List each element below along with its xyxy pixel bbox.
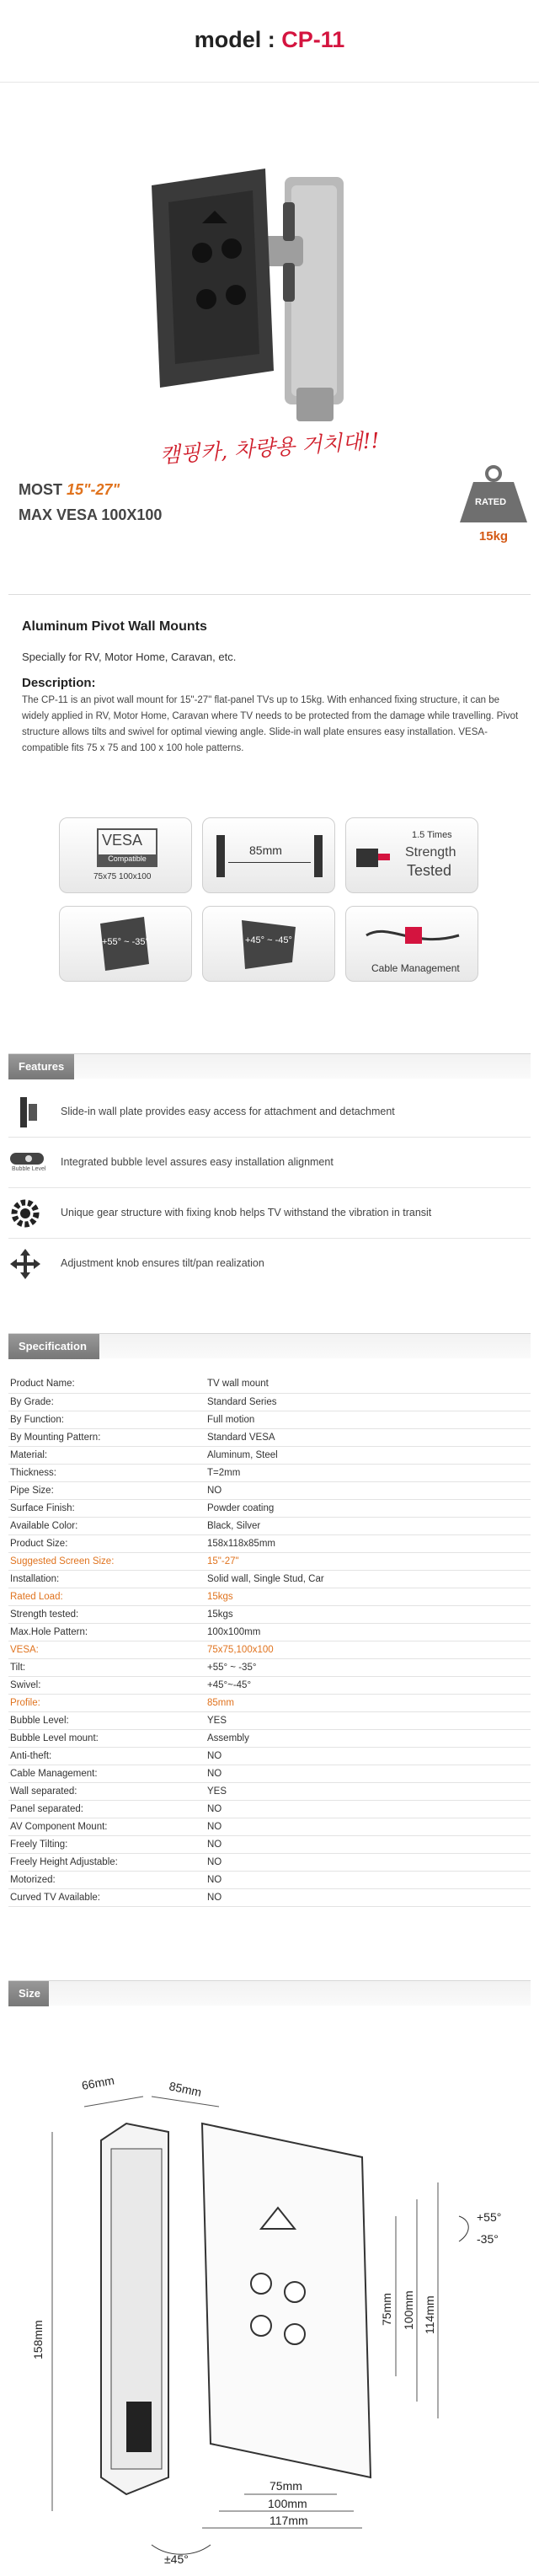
max-vesa-line: MAX VESA 100X100 — [19, 506, 163, 523]
spec-key: AV Component Mount: — [8, 1818, 205, 1835]
spec-row — [8, 1411, 531, 1428]
spec-key: Tilt: — [8, 1658, 205, 1676]
product-title: Aluminum Pivot Wall Mounts — [22, 619, 207, 634]
most-prefix: MOST — [19, 481, 67, 498]
spec-row — [8, 1729, 531, 1747]
spec-row — [8, 1393, 531, 1411]
spec-value: 85mm — [205, 1694, 531, 1711]
feature-row — [8, 1087, 531, 1138]
features-heading — [8, 1053, 531, 1079]
spec-value: Aluminum, Steel — [205, 1446, 531, 1464]
model-prefix: model : — [194, 27, 282, 52]
spec-value: Black, Silver — [205, 1517, 531, 1534]
spec-key: Surface Finish: — [8, 1499, 205, 1517]
spec-value: NO — [205, 1800, 531, 1818]
feature-text: Adjustment knob ensures tilt/pan realization — [61, 1257, 264, 1269]
profile-value: 85mm — [249, 843, 282, 857]
spec-row — [8, 1446, 531, 1464]
dimension-diagram — [0, 2006, 539, 2570]
spec-row — [8, 1623, 531, 1641]
size-tab: Size — [8, 1981, 49, 2006]
spec-row — [8, 1853, 531, 1871]
tilt-up-label: +55° — [477, 2210, 502, 2224]
spec-value: Standard VESA — [205, 1428, 531, 1446]
spec-key: Panel separated: — [8, 1800, 205, 1818]
rated-label: RATED — [475, 497, 507, 507]
divider — [8, 594, 531, 595]
spec-value: NO — [205, 1481, 531, 1499]
spec-value: Standard Series — [205, 1393, 531, 1411]
spec-key: Motorized: — [8, 1871, 205, 1888]
spec-value: NO — [205, 1853, 531, 1871]
spec-row — [8, 1835, 531, 1853]
spec-key: Wall separated: — [8, 1782, 205, 1800]
model-code: CP-11 — [281, 27, 345, 52]
size-heading — [8, 1980, 531, 2006]
swivel-value: +45° ~ -45° — [245, 935, 292, 945]
spec-row — [8, 1428, 531, 1446]
spec-row — [8, 1534, 531, 1552]
most-size: 15"-27" — [67, 481, 120, 498]
strength-tested: Tested — [407, 862, 452, 879]
screen-icon — [314, 835, 323, 877]
spec-key: VESA: — [8, 1641, 205, 1658]
spec-key: Product Size: — [8, 1534, 205, 1552]
spec-value: NO — [205, 1818, 531, 1835]
spec-value: YES — [205, 1711, 531, 1729]
spec-value: +55° ~ -35° — [205, 1658, 531, 1676]
cable-icon — [363, 918, 462, 952]
spec-key: Thickness: — [8, 1464, 205, 1481]
spec-value: 100x100mm — [205, 1623, 531, 1641]
spec-value: YES — [205, 1782, 531, 1800]
spec-key: Profile: — [8, 1694, 205, 1711]
spec-row — [8, 1818, 531, 1835]
spec-value: NO — [205, 1765, 531, 1782]
spec-value: Assembly — [205, 1729, 531, 1747]
vesa-box-icon — [97, 828, 157, 867]
spec-key: Curved TV Available: — [8, 1888, 205, 1906]
spec-key: Rated Load: — [8, 1588, 205, 1605]
spec-key: By Mounting Pattern: — [8, 1428, 205, 1446]
bubble-level-icon — [8, 1146, 49, 1180]
spec-row — [8, 1676, 531, 1694]
spec-row — [8, 1800, 531, 1818]
spec-key: By Function: — [8, 1411, 205, 1428]
spec-row — [8, 1765, 531, 1782]
tile-swivel — [202, 906, 335, 982]
spec-row — [8, 1588, 531, 1605]
tile-tilt — [59, 906, 192, 982]
spec-value: Full motion — [205, 1411, 531, 1428]
profile-arrow — [228, 862, 311, 863]
spec-row — [8, 1641, 531, 1658]
spec-key: Product Name: — [8, 1375, 205, 1393]
swivel-label: ±45° — [164, 2552, 189, 2566]
model-title — [0, 27, 539, 53]
product-subtitle: Specially for RV, Motor Home, Caravan, etc. — [22, 651, 237, 663]
spec-value: TV wall mount — [205, 1375, 531, 1393]
vesa-sizes: 75x75 100x100 — [93, 872, 152, 881]
spec-key: Pipe Size: — [8, 1481, 205, 1499]
spec-value: Powder coating — [205, 1499, 531, 1517]
spec-row — [8, 1711, 531, 1729]
spec-value: 158x118x85mm — [205, 1534, 531, 1552]
spec-value: NO — [205, 1871, 531, 1888]
hero-specs — [19, 477, 162, 528]
spec-key: Bubble Level: — [8, 1711, 205, 1729]
spec-value: 15kgs — [205, 1588, 531, 1605]
spec-row — [8, 1570, 531, 1588]
feature-row — [8, 1188, 531, 1239]
spec-key: Installation: — [8, 1570, 205, 1588]
weight-icon — [455, 463, 532, 527]
tile-cable — [345, 906, 478, 982]
dim-114mm: 114mm — [423, 2295, 436, 2334]
spec-value: NO — [205, 1835, 531, 1853]
spec-value: T=2mm — [205, 1464, 531, 1481]
spec-row — [8, 1481, 531, 1499]
spec-key: Suggested Screen Size: — [8, 1552, 205, 1570]
most-size-line — [19, 477, 162, 502]
spec-row — [8, 1552, 531, 1570]
tile-profile — [202, 817, 335, 893]
spec-value: 15"-27" — [205, 1552, 531, 1570]
specification-heading — [8, 1333, 531, 1358]
specification-table — [8, 1375, 531, 1907]
rated-weight: 15kg — [478, 529, 509, 544]
feature-text: Slide-in wall plate provides easy access for attachment and detachment — [61, 1106, 395, 1117]
spec-row — [8, 1747, 531, 1765]
dim-158mm: 158mm — [31, 2320, 45, 2359]
vesa-word: VESA — [102, 832, 143, 849]
spec-key: Bubble Level mount: — [8, 1729, 205, 1747]
feature-row — [8, 1239, 531, 1289]
wall-icon — [216, 835, 225, 877]
bubble-level-caption: Bubble Level — [12, 1166, 46, 1172]
feature-text: Integrated bubble level assures easy installation alignment — [61, 1156, 334, 1168]
spec-row — [8, 1888, 531, 1906]
spec-value: Solid wall, Single Stud, Car — [205, 1570, 531, 1588]
cable-label: Cable Management — [371, 962, 460, 974]
description-title: Description: — [22, 676, 96, 690]
specification-tab: Specification — [8, 1334, 99, 1359]
tile-vesa — [59, 817, 192, 893]
spec-row — [8, 1499, 531, 1517]
spec-row — [8, 1694, 531, 1711]
tilt-down-label: -35° — [477, 2232, 499, 2246]
wall-plate-icon — [8, 1095, 49, 1129]
spec-key: Max.Hole Pattern: — [8, 1623, 205, 1641]
spec-row — [8, 1871, 531, 1888]
spec-key: Freely Height Adjustable: — [8, 1853, 205, 1871]
strength-icon — [355, 842, 392, 876]
dim-75mm-height: 75mm — [380, 2293, 393, 2326]
spec-key: Freely Tilting: — [8, 1835, 205, 1853]
model-header — [0, 0, 539, 83]
dim-100mm-height: 100mm — [402, 2290, 415, 2330]
gear-icon — [8, 1197, 49, 1230]
description-text: The CP-11 is an pivot wall mount for 15"-27" flat-panel TVs up to 15kg. With enhanced fixing structure, it can be widely applied in RV, Motor Home, Caravan where TV needs to be protected from the damage while travelling. Pivot structure allows tilts and swivel for optimal viewing angle. Slide-in wall plate ensures easy installation. VESA-compatible fits 75 x 75 and 100 x 100 hole patterns. — [22, 695, 519, 753]
feature-text: Unique gear structure with fixing knob helps TV withstand the vibration in transit — [61, 1207, 432, 1218]
tilt-value: +55° ~ -35° — [102, 937, 149, 947]
spec-value: NO — [205, 1888, 531, 1906]
spec-key: Swivel: — [8, 1676, 205, 1694]
spec-row — [8, 1658, 531, 1676]
spec-key: Anti-theft: — [8, 1747, 205, 1765]
tile-strength — [345, 817, 478, 893]
spec-value: +45°~-45° — [205, 1676, 531, 1694]
feature-row — [8, 1138, 531, 1188]
spec-row — [8, 1782, 531, 1800]
features-tab: Features — [8, 1054, 74, 1079]
spec-value: NO — [205, 1747, 531, 1765]
spec-row — [8, 1375, 531, 1393]
dim-117mm: 117mm — [270, 2514, 308, 2527]
spec-key: Available Color: — [8, 1517, 205, 1534]
vesa-compatible: Compatible — [99, 854, 156, 865]
move-arrows-icon — [8, 1247, 49, 1281]
dim-100mm-width: 100mm — [268, 2497, 307, 2510]
dim-66mm: 66mm — [80, 2073, 115, 2092]
dim-75mm-width: 75mm — [270, 2479, 302, 2493]
slogan-text: 캠핑카, 차량용 거치대!! — [158, 427, 381, 469]
rated-load-badge — [455, 463, 532, 552]
spec-key: Cable Management: — [8, 1765, 205, 1782]
spec-value: 15kgs — [205, 1605, 531, 1623]
spec-key: By Grade: — [8, 1393, 205, 1411]
spec-value: 75x75,100x100 — [205, 1641, 531, 1658]
spec-row — [8, 1605, 531, 1623]
spec-row — [8, 1517, 531, 1534]
spec-key: Strength tested: — [8, 1605, 205, 1623]
spec-key: Material: — [8, 1446, 205, 1464]
dim-85mm: 85mm — [168, 2079, 203, 2100]
strength-word: Strength — [405, 845, 456, 860]
strength-times: 1.5 Times — [412, 830, 452, 840]
spec-row — [8, 1464, 531, 1481]
